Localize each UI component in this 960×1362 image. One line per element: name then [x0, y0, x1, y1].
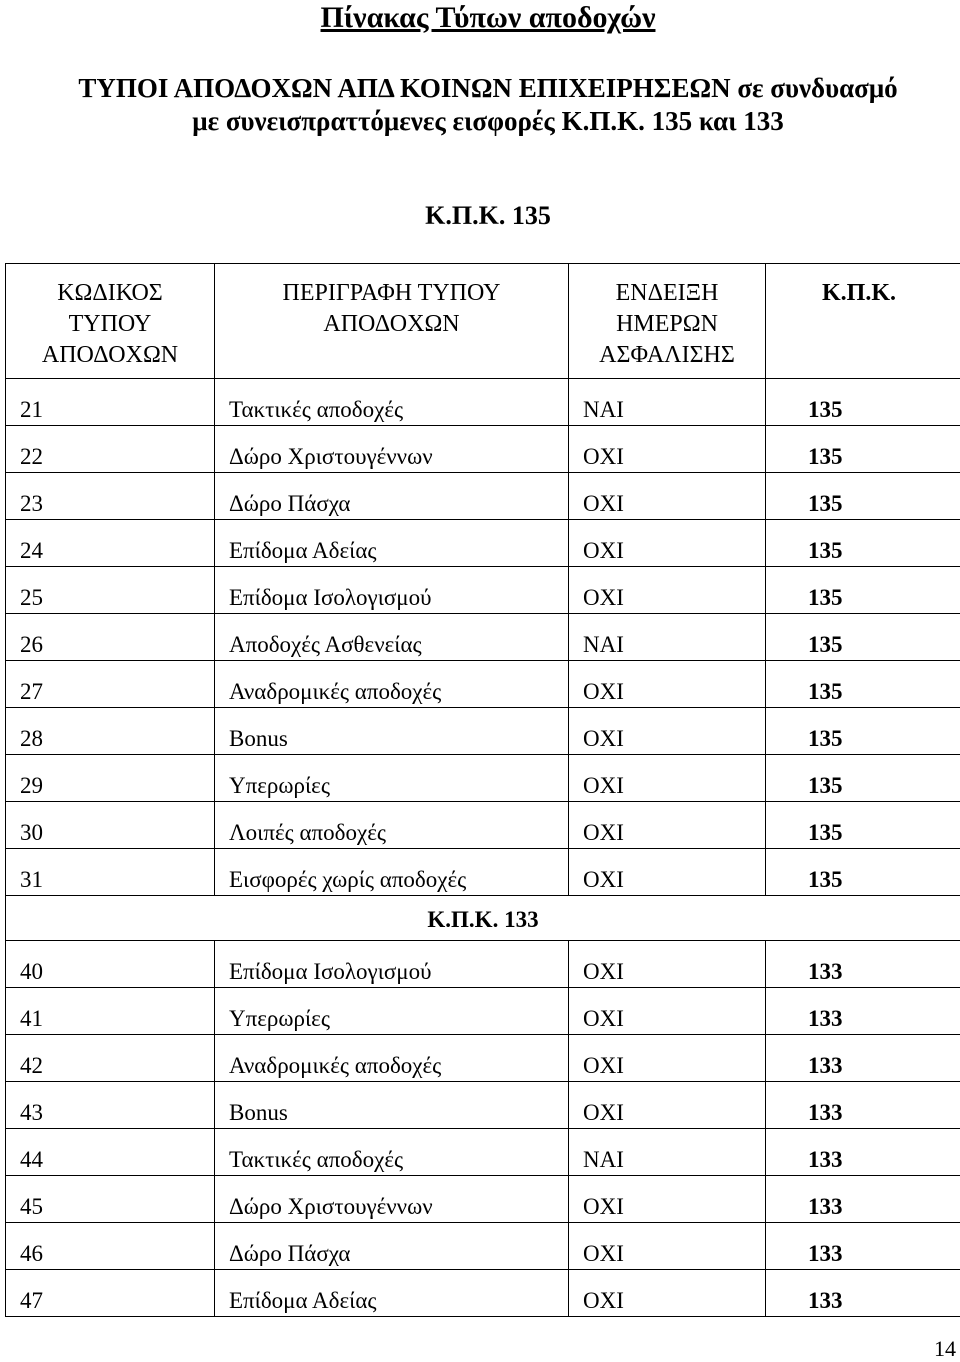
cell-code: 28 [6, 708, 215, 755]
table-row [6, 1129, 960, 1176]
section-heading-kpk-135: Κ.Π.Κ. 135 [425, 201, 551, 230]
cell-insurance-days: ΟΧΙ [569, 1176, 766, 1223]
header-code-line: ΑΠΟΔΟΧΩΝ [41, 342, 179, 368]
cell-kpk: 135 [766, 614, 960, 661]
header-description-line: ΠΕΡΙΓΡΑΦΗ ΤΥΠΟΥ [282, 280, 501, 306]
section-row-kpk-133 [6, 896, 960, 941]
cell-code: 23 [6, 473, 215, 520]
table-row [6, 614, 960, 661]
cell-kpk: 135 [766, 755, 960, 802]
cell-insurance-days: ΝΑΙ [569, 1129, 766, 1176]
header-insurance-days [569, 264, 766, 379]
cell-insurance-days: ΟΧΙ [569, 520, 766, 567]
cell-description: Bonus [215, 1082, 569, 1129]
cell-kpk: 133 [766, 988, 960, 1035]
cell-kpk: 135 [766, 473, 960, 520]
cell-insurance-days: ΝΑΙ [569, 379, 766, 426]
payroll-types-table [5, 263, 960, 1317]
cell-insurance-days: ΟΧΙ [569, 708, 766, 755]
cell-insurance-days: ΟΧΙ [569, 1082, 766, 1129]
cell-kpk: 133 [766, 1176, 960, 1223]
table-row [6, 755, 960, 802]
subtitle-line-2: με συνεισπραττόμενες εισφορές Κ.Π.Κ. 135 και 133 [192, 106, 784, 136]
table-body-kpk-133 [6, 941, 960, 1317]
cell-description: Δώρο Χριστουγέννων [215, 426, 569, 473]
cell-description: Επίδομα Αδείας [215, 520, 569, 567]
subtitle-line-1: ΤΥΠΟΙ ΑΠΟΔΟΧΩΝ ΑΠΔ ΚΟΙΝΩΝ ΕΠΙΧΕΙΡΗΣΕΩΝ σε συνδυασμό [78, 73, 898, 103]
table-row [6, 802, 960, 849]
cell-code: 24 [6, 520, 215, 567]
cell-code: 43 [6, 1082, 215, 1129]
cell-description: Αναδρομικές αποδοχές [215, 1035, 569, 1082]
cell-kpk: 133 [766, 1270, 960, 1317]
table-row [6, 520, 960, 567]
cell-description: Επίδομα Αδείας [215, 1270, 569, 1317]
table-row [6, 1176, 960, 1223]
cell-kpk: 135 [766, 708, 960, 755]
cell-kpk: 135 [766, 567, 960, 614]
cell-kpk: 135 [766, 661, 960, 708]
table-row [6, 708, 960, 755]
cell-insurance-days: ΟΧΙ [569, 567, 766, 614]
header-code-line: ΚΩΔΙΚΟΣ [57, 280, 163, 306]
cell-code: 46 [6, 1223, 215, 1270]
header-description [215, 264, 569, 379]
cell-insurance-days: ΟΧΙ [569, 941, 766, 988]
cell-kpk: 135 [766, 849, 960, 896]
section-heading-kpk-133: Κ.Π.Κ. 133 [6, 896, 960, 941]
cell-code: 29 [6, 755, 215, 802]
cell-code: 27 [6, 661, 215, 708]
cell-code: 45 [6, 1176, 215, 1223]
cell-description: Αποδοχές Ασθενείας [215, 614, 569, 661]
cell-code: 30 [6, 802, 215, 849]
header-description-line: ΑΠΟΔΟΧΩΝ [323, 311, 460, 337]
table-row [6, 567, 960, 614]
cell-code: 22 [6, 426, 215, 473]
cell-code: 47 [6, 1270, 215, 1317]
table-header [6, 264, 960, 379]
page-title: Πίνακας Τύπων αποδοχών [320, 1, 656, 34]
cell-description: Εισφορές χωρίς αποδοχές [215, 849, 569, 896]
cell-kpk: 135 [766, 520, 960, 567]
cell-description: Δώρο Πάσχα [215, 473, 569, 520]
cell-insurance-days: ΝΑΙ [569, 614, 766, 661]
cell-description: Τακτικές αποδοχές [215, 1129, 569, 1176]
cell-description: Αναδρομικές αποδοχές [215, 661, 569, 708]
cell-kpk: 135 [766, 426, 960, 473]
cell-insurance-days: ΟΧΙ [569, 849, 766, 896]
table-body-kpk-135 [6, 379, 960, 896]
cell-insurance-days: ΟΧΙ [569, 1223, 766, 1270]
header-code-line: ΤΥΠΟΥ [68, 311, 152, 337]
table-row [6, 1082, 960, 1129]
table-row [6, 849, 960, 896]
header-code [6, 264, 215, 379]
cell-description: Δώρο Χριστουγέννων [215, 1176, 569, 1223]
cell-kpk: 135 [766, 802, 960, 849]
cell-insurance-days: ΟΧΙ [569, 755, 766, 802]
cell-code: 21 [6, 379, 215, 426]
table-section-kpk-133 [6, 896, 960, 941]
cell-kpk: 133 [766, 1129, 960, 1176]
cell-description: Τακτικές αποδοχές [215, 379, 569, 426]
table-row [6, 1270, 960, 1317]
cell-description: Επίδομα Ισολογισμού [215, 941, 569, 988]
cell-description: Επίδομα Ισολογισμού [215, 567, 569, 614]
cell-description: Δώρο Πάσχα [215, 1223, 569, 1270]
cell-kpk: 133 [766, 1082, 960, 1129]
cell-description: Υπερωρίες [215, 755, 569, 802]
cell-code: 31 [6, 849, 215, 896]
cell-description: Λοιπές αποδοχές [215, 802, 569, 849]
table-row [6, 426, 960, 473]
header-days-line: ΕΝΔΕΙΞΗ [615, 280, 719, 306]
cell-kpk: 135 [766, 379, 960, 426]
cell-code: 44 [6, 1129, 215, 1176]
table-row [6, 1035, 960, 1082]
cell-insurance-days: ΟΧΙ [569, 473, 766, 520]
table-row [6, 941, 960, 988]
cell-insurance-days: ΟΧΙ [569, 661, 766, 708]
document-subtitle [0, 72, 960, 138]
cell-code: 40 [6, 941, 215, 988]
table-row [6, 988, 960, 1035]
header-kpk: Κ.Π.Κ. [766, 264, 960, 379]
cell-insurance-days: ΟΧΙ [569, 988, 766, 1035]
cell-insurance-days: ΟΧΙ [569, 426, 766, 473]
cell-kpk: 133 [766, 1035, 960, 1082]
cell-code: 42 [6, 1035, 215, 1082]
cell-kpk: 133 [766, 941, 960, 988]
table-header-row [6, 264, 960, 379]
header-days-line: ΑΣΦΑΛΙΣΗΣ [599, 342, 735, 368]
cell-code: 41 [6, 988, 215, 1035]
cell-description: Υπερωρίες [215, 988, 569, 1035]
cell-description: Bonus [215, 708, 569, 755]
header-days-line: ΗΜΕΡΩΝ [616, 311, 718, 337]
table-row [6, 473, 960, 520]
table-row [6, 379, 960, 426]
table-row [6, 1223, 960, 1270]
cell-kpk: 133 [766, 1223, 960, 1270]
page-number: 14 [934, 1336, 956, 1361]
cell-insurance-days: ΟΧΙ [569, 1035, 766, 1082]
cell-insurance-days: ΟΧΙ [569, 802, 766, 849]
cell-code: 25 [6, 567, 215, 614]
cell-insurance-days: ΟΧΙ [569, 1270, 766, 1317]
table-row [6, 661, 960, 708]
cell-code: 26 [6, 614, 215, 661]
